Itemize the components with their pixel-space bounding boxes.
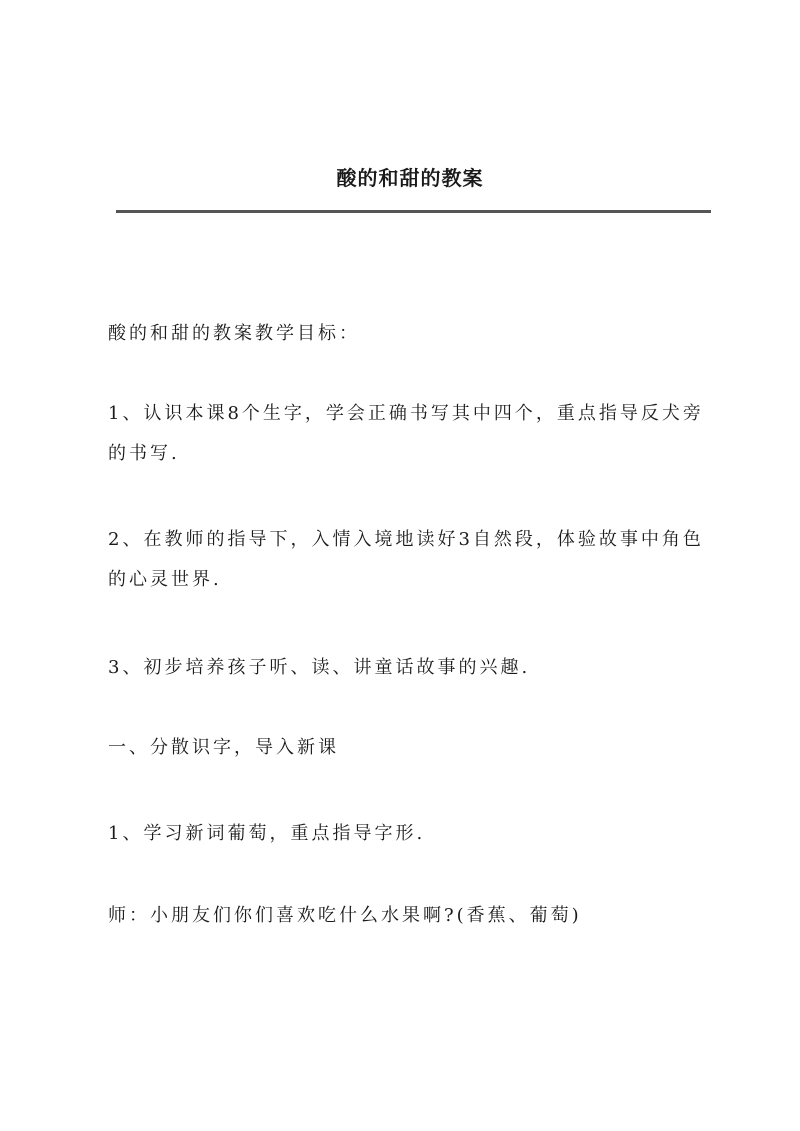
paragraph-objective-1: 1、认识本课8个生字，学会正确书写其中四个，重点指导反犬旁的书写. bbox=[108, 403, 704, 464]
paragraph-objectives-heading: 酸的和甜的教案教学目标： bbox=[108, 323, 360, 344]
document-title: 酸的和甜的教案 bbox=[336, 166, 484, 190]
paragraph-objective-2: 2、在教师的指导下，入情入境地读好3自然段，体验故事中角色的心灵世界. bbox=[108, 529, 704, 590]
paragraph-teacher-line: 师：小朋友们你们喜欢吃什么水果啊?(香蕉、葡萄) bbox=[108, 905, 582, 926]
paragraph-step-1: 1、学习新词葡萄，重点指导字形. bbox=[108, 823, 426, 844]
paragraph-objective-3: 3、初步培养孩子听、读、讲童话故事的兴趣. bbox=[108, 657, 531, 678]
paragraph-section-heading: 一、分散识字，导入新课 bbox=[108, 737, 339, 758]
title-underline bbox=[116, 210, 711, 213]
